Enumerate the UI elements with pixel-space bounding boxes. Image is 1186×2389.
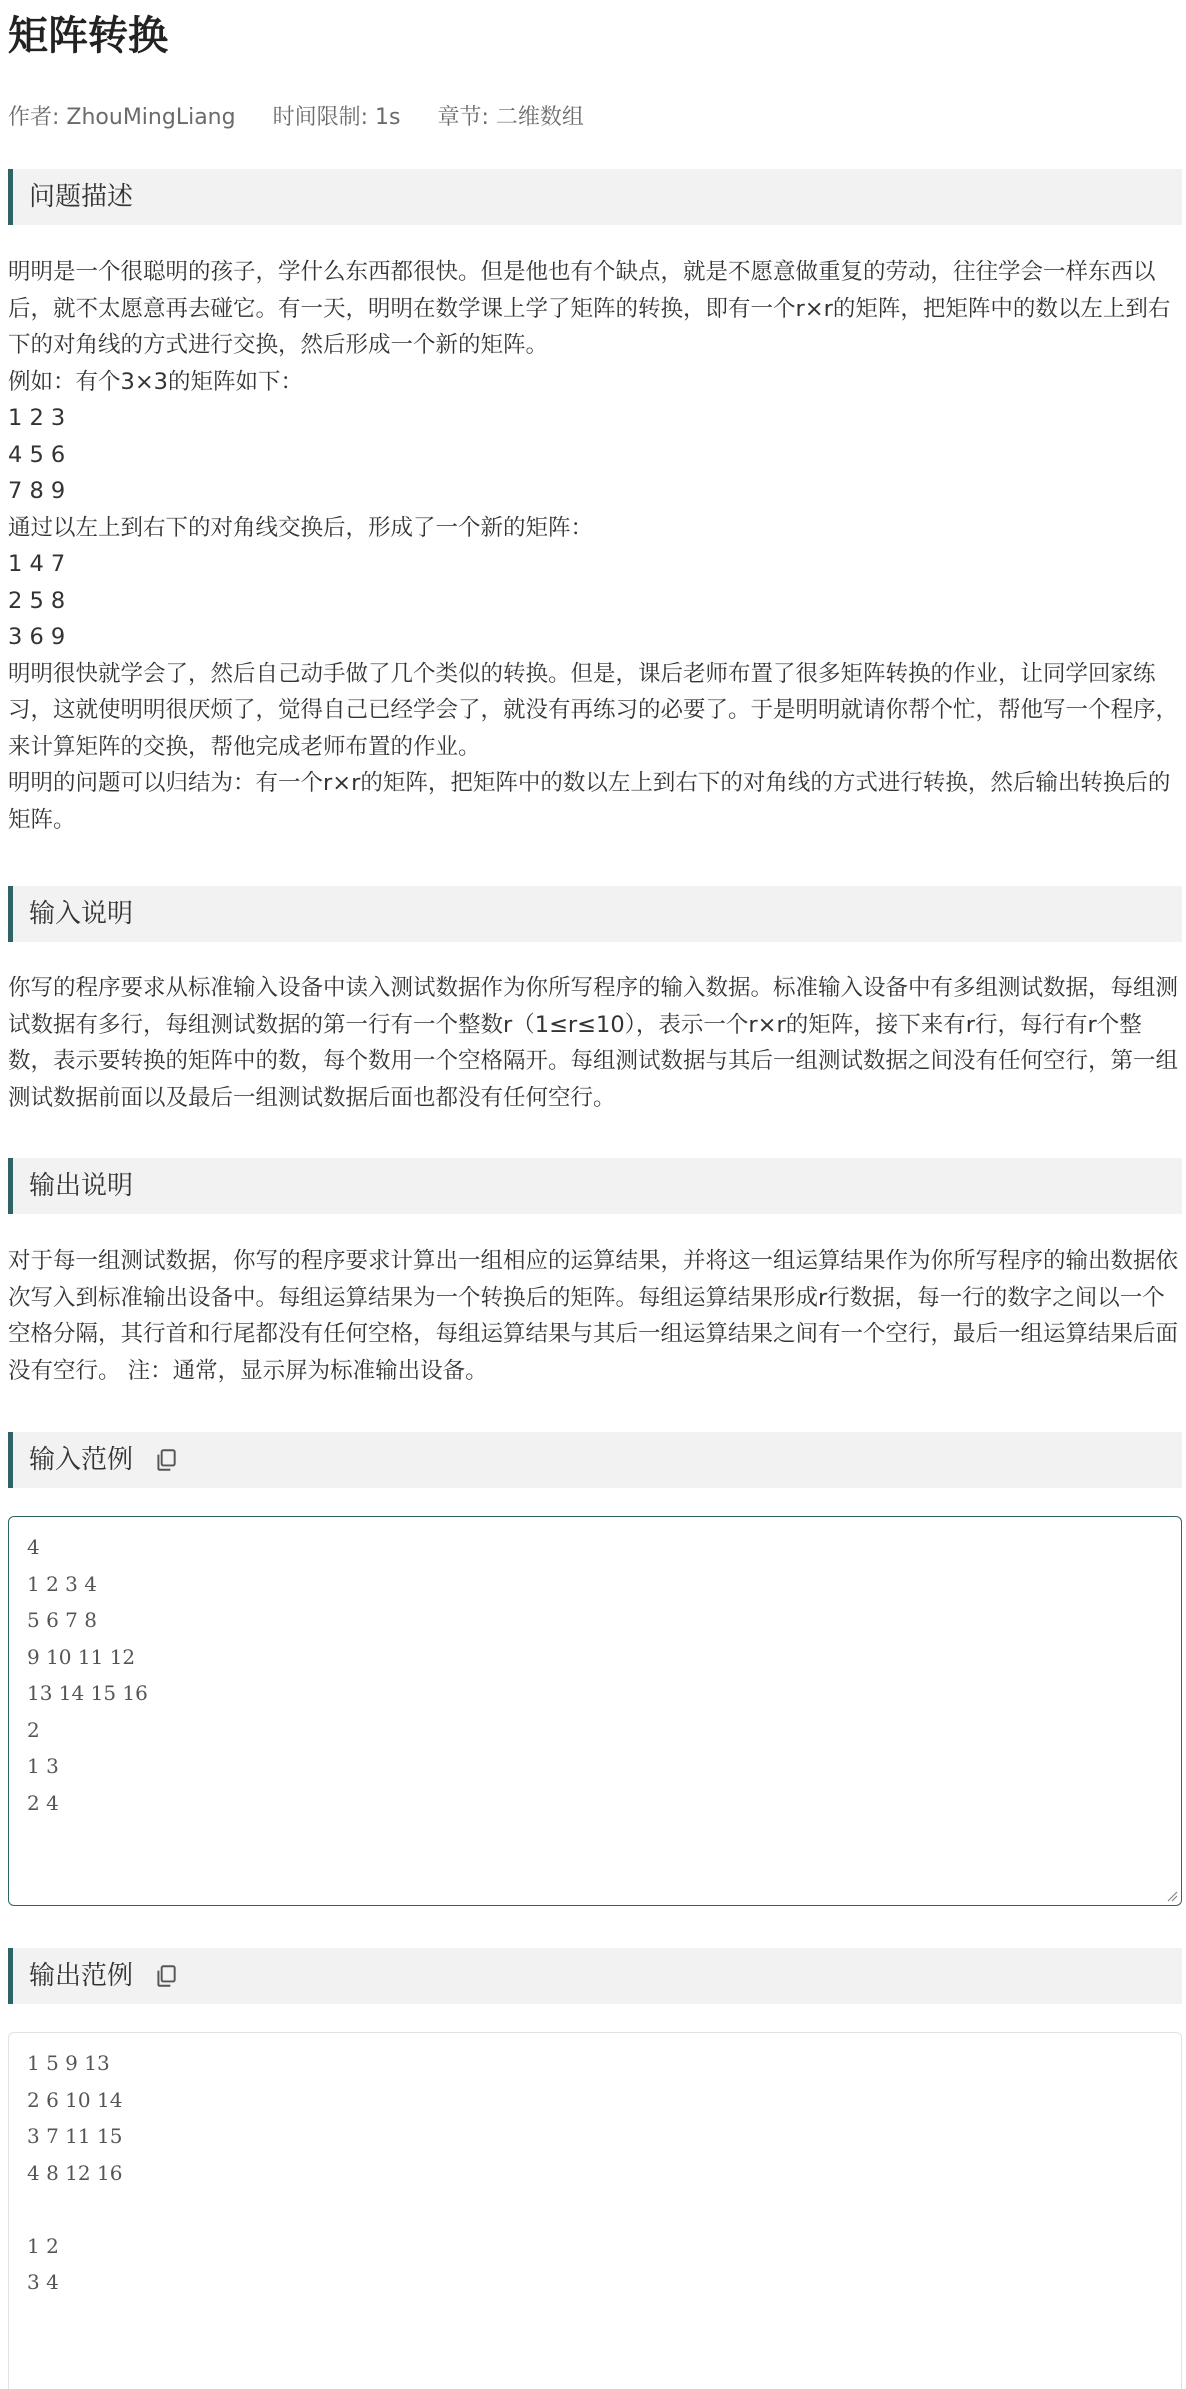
section-title-output-example: 输出范例 [29, 1961, 134, 1991]
description-paragraph: 4 5 6 [8, 441, 66, 468]
description-paragraph: 明明的问题可以归结为：有一个r×r的矩阵，把矩阵中的数以左上到右下的对角线的方式进行转换，然后输出转换后的矩阵。 [8, 770, 1171, 833]
chapter-label: 章节: 二维数组 [437, 105, 584, 130]
section-title-output: 输出说明 [29, 1171, 134, 1201]
section-title-description: 问题描述 [29, 182, 134, 212]
problem-meta [8, 100, 614, 136]
section-header-description [8, 169, 1182, 225]
section-header-input [8, 886, 1182, 942]
section-header-input-example [8, 1432, 1182, 1488]
description-paragraph: 3 6 9 [8, 624, 66, 650]
output-description-text [8, 1243, 1178, 1389]
section-title-input-example: 输入范例 [29, 1445, 134, 1475]
input-description-text [8, 970, 1178, 1116]
section-header-output [8, 1158, 1182, 1214]
description-paragraph: 2 5 8 [8, 587, 66, 614]
page-title: 矩阵转换 [8, 13, 168, 59]
section-title-input: 输入说明 [29, 899, 134, 929]
description-paragraph: 通过以左上到右下的对角线交换后，形成了一个新的矩阵： [8, 514, 594, 541]
time-limit-label: 时间限制: 1s [272, 105, 401, 130]
input-description-paragraph: 你写的程序要求从标准输入设备中读入测试数据作为你所写程序的输入数据。标准输入设备中有多组测试数据，每组测试数据有多行，每组测试数据的第一行有一个整数r（1≤r≤10），表示一个r×r的矩阵，接下来有r行，每行有r个整数，表示要转换的矩阵中的数，每个数用一个空格隔开。每组测试数据与其后一组测试数据之间没有任何空行，第一组测试数据前面以及最后一组测试数据后面也都没有任何空行。 [8, 975, 1179, 1111]
input-example-textarea[interactable]: 4 1 2 3 4 5 6 7 8 9 10 11 12 13 14 15 16 2 1 3 2 4 [8, 1516, 1182, 1906]
author-label: 作者: ZhouMingLiang [8, 105, 236, 130]
output-description-paragraph: 对于每一组测试数据，你写的程序要求计算出一组相应的运算结果，并将这一组运算结果作为你所写程序的输出数据依次写入到标准输出设备中。每组运算结果为一个转换后的矩阵。每组运算结果形成r行数据，每一行的数字之间以一个空格分隔，其行首和行尾都没有任何空格，每组运算结果与其后一组运算结果之间有一个空行，最后一组运算结果后面没有空行。 注：通常，显示屏为标准输出设备。 [8, 1248, 1179, 1384]
section-header-output-example [8, 1948, 1182, 2004]
output-example-textarea[interactable]: 1 5 9 13 2 6 10 14 3 7 11 15 4 8 12 16 1 2 3 4 [8, 2032, 1182, 2389]
description-text [8, 254, 1178, 838]
description-paragraph: 7 8 9 [8, 478, 66, 504]
description-paragraph: 明明是一个很聪明的孩子，学什么东西都很快。但是他也有个缺点，就是不愿意做重复的劳动，往往学会一样东西以后，就不太愿意再去碰它。有一天，明明在数学课上学了矩阵的转换，即有一个r×r的矩阵，把矩阵中的数以左上到右下的对角线的方式进行交换，然后形成一个新的矩阵。 [8, 259, 1171, 358]
description-paragraph: 明明很快就学会了，然后自己动手做了几个类似的转换。但是，课后老师布置了很多矩阵转换的作业，让同学回家练习，这就使明明很厌烦了，觉得自己已经学会了，就没有再练习的必要了。于是明明就请你帮个忙，帮他写一个程序，来计算矩阵的交换，帮他完成老师布置的作业。 [8, 660, 1179, 760]
copy-icon[interactable] [153, 1963, 179, 1989]
description-paragraph: 1 4 7 [8, 551, 66, 577]
description-paragraph: 例如：有个3×3的矩阵如下： [8, 368, 303, 395]
copy-icon[interactable] [153, 1447, 179, 1473]
resize-handle-icon[interactable] [1166, 1890, 1178, 1902]
description-paragraph: 1 2 3 [8, 405, 66, 431]
